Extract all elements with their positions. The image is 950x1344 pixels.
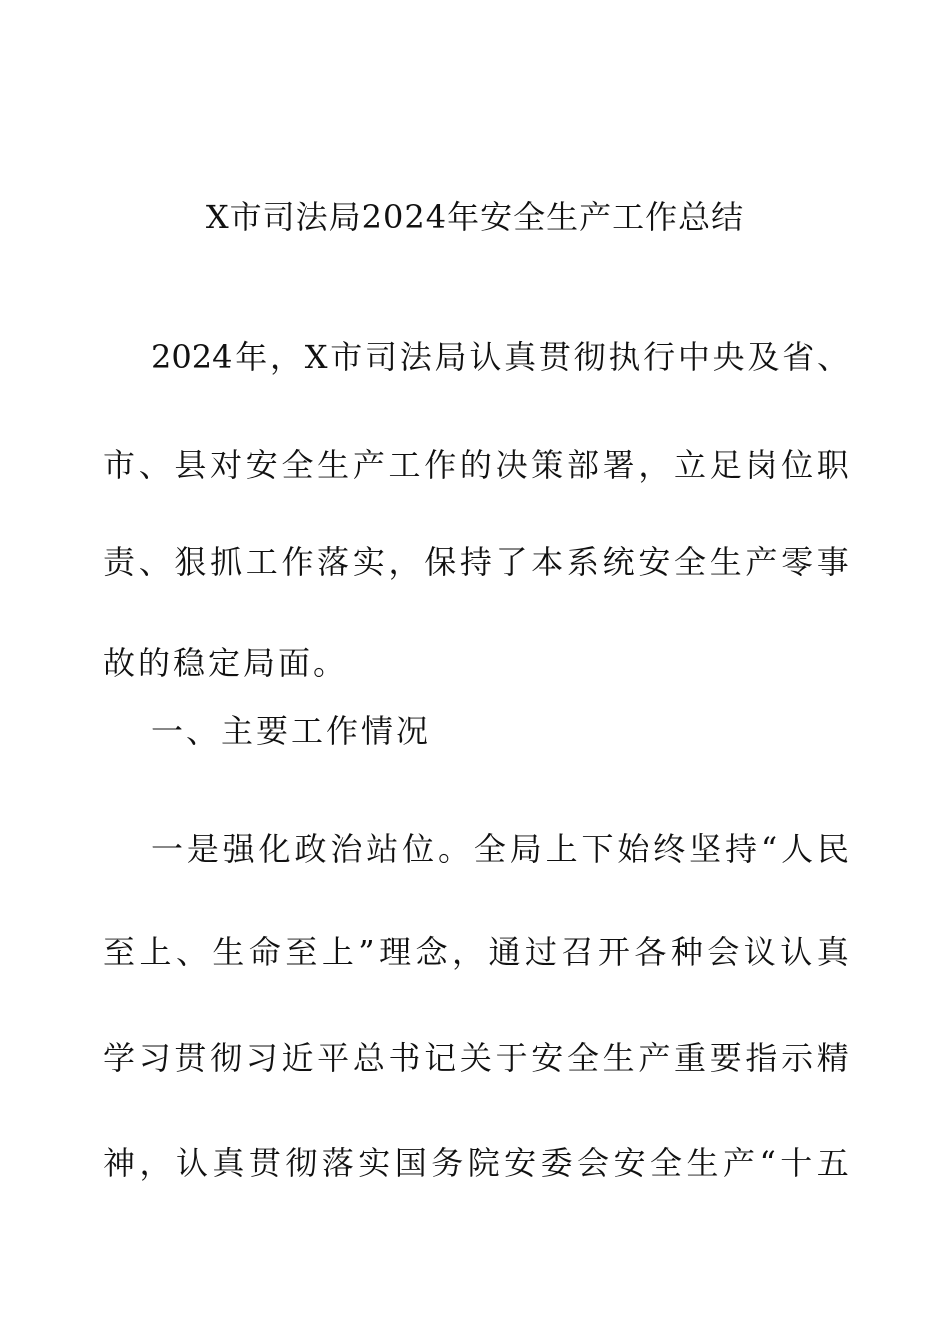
section-heading: 一、主要工作情况 xyxy=(151,712,432,750)
paragraph-line: 责 、 狠 抓 工 作 落 实 ， 保 持 了 本 系 统 安 全 生 产 零 事 xyxy=(103,543,849,581)
paragraph-line: 2024 年 ， X 市 司 法 局 认 真 贯 彻 执 行 中 央 及 省 、 xyxy=(151,338,849,376)
paragraph-line: 神 ， 认 真 贯 彻 落 实 国 务 院 安 委 会 安 全 生 产 “ 十 五 xyxy=(103,1144,849,1182)
paragraph-line: 一 是 强 化 政 治 站 位 。 全 局 上 下 始 终 坚 持 “ 人 民 xyxy=(151,830,849,868)
document-title: X市司法局2024年安全生产工作总结 xyxy=(205,198,745,236)
paragraph-line: 学 习 贯 彻 习 近 平 总 书 记 关 于 安 全 生 产 重 要 指 示 精 xyxy=(103,1039,849,1077)
paragraph-line: 至 上 、 生 命 至 上 ” 理 念 ， 通 过 召 开 各 种 会 议 认 真 xyxy=(103,933,849,971)
paragraph-line: 市 、 县 对 安 全 生 产 工 作 的 决 策 部 署 ， 立 足 岗 位 职 xyxy=(103,446,849,484)
paragraph-line: 故的稳定局面。 xyxy=(103,644,349,682)
